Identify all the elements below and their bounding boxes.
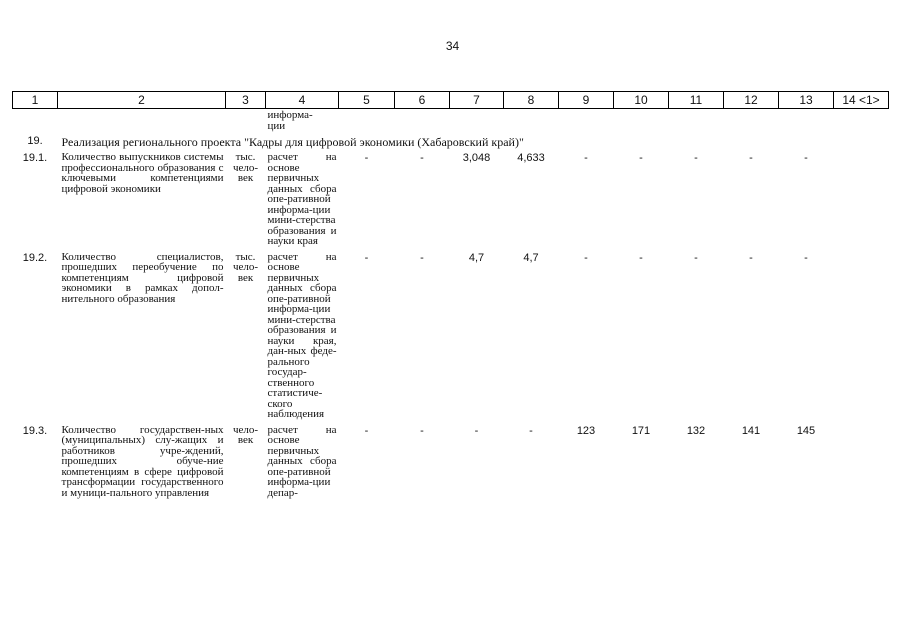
value-col-9: - bbox=[584, 251, 588, 264]
page-number: 34 bbox=[445, 39, 460, 53]
value-col-7: 4,7 bbox=[468, 251, 485, 264]
value-col-5: - bbox=[364, 152, 369, 164]
value-col-11: 132 bbox=[686, 424, 706, 437]
section-number: 19. bbox=[27, 135, 43, 147]
column-header-3: 3 bbox=[226, 92, 266, 109]
column-header-9: 9 bbox=[559, 92, 614, 109]
value-col-14 bbox=[834, 247, 889, 420]
units-of-measure: тыс. чело- век bbox=[232, 151, 259, 184]
calculation-method: расчет на основе первичных данных сбора опе-ративной информа-ции мини-стерства образования и науки края bbox=[267, 151, 337, 247]
column-header-14: 14 <1> bbox=[834, 92, 889, 109]
indicator-name: Количество специалистов, прошедших переобучение по компетенциям цифровой экономики в рамках допол-нительного образования bbox=[61, 250, 224, 305]
value-col-8: 4,7 bbox=[523, 251, 539, 264]
column-header-7: 7 bbox=[450, 92, 504, 109]
continuation-text: информа- ции bbox=[267, 109, 313, 132]
value-col-8: 4,633 bbox=[517, 152, 545, 164]
value-col-6: - bbox=[420, 424, 424, 437]
column-header-4: 4 bbox=[266, 92, 339, 109]
table-row bbox=[13, 149, 889, 247]
value-col-13: 145 bbox=[796, 424, 816, 437]
row-index: 19.1. bbox=[22, 152, 48, 164]
value-col-12: - bbox=[749, 152, 753, 164]
column-header-2: 2 bbox=[58, 92, 226, 109]
value-col-11: - bbox=[694, 152, 698, 164]
column-header-10: 10 bbox=[614, 92, 669, 109]
calculation-method: расчет на основе первичных данных сбора опе-ративной информа-ции депар- bbox=[267, 423, 337, 499]
value-col-5: - bbox=[364, 424, 369, 437]
table-row bbox=[13, 420, 889, 499]
indicators-table bbox=[12, 91, 889, 498]
continuation-row bbox=[13, 109, 889, 132]
units-of-measure: тыс. чело- век bbox=[232, 250, 259, 284]
value-col-9: 123 bbox=[576, 424, 596, 437]
row-index: 19.3. bbox=[22, 424, 48, 437]
column-header-13: 13 bbox=[779, 92, 834, 109]
value-col-7: 3,048 bbox=[462, 152, 491, 164]
value-col-10: 171 bbox=[631, 424, 651, 437]
value-col-11: - bbox=[694, 251, 698, 264]
value-col-13: - bbox=[804, 152, 808, 164]
indicator-name: Количество государствен-ных (муниципальных) слу-жащих и работников учре-ждений, прошедших обуче-ние компетенциям в сфере цифровой трансформации государственного и муници-пального управления bbox=[61, 423, 224, 499]
value-col-8: - bbox=[529, 424, 533, 437]
section-row bbox=[13, 131, 889, 149]
column-number-header bbox=[13, 92, 889, 109]
value-col-12: - bbox=[749, 251, 753, 264]
column-header-12: 12 bbox=[724, 92, 779, 109]
section-title: Реализация регионального проекта "Кадры для цифровой экономики (Хабаровский край)" bbox=[61, 135, 524, 149]
value-col-14 bbox=[834, 149, 889, 247]
value-col-6: - bbox=[420, 251, 424, 264]
value-col-10: - bbox=[639, 152, 643, 164]
column-header-1: 1 bbox=[13, 92, 58, 109]
column-header-8: 8 bbox=[504, 92, 559, 109]
row-index: 19.2. bbox=[22, 251, 48, 264]
value-col-12: 141 bbox=[741, 424, 761, 437]
value-col-6: - bbox=[420, 152, 424, 164]
units-of-measure: чело- век bbox=[232, 423, 259, 446]
value-col-10: - bbox=[639, 251, 643, 264]
calculation-method: расчет на основе первичных данных сбора опе-ративной информа-ции мини-стерства образования и науки края, дан-ных феде-рального государ-ственного статистиче-ского наблюдения bbox=[267, 250, 337, 420]
column-header-5: 5 bbox=[339, 92, 395, 109]
table-row bbox=[13, 247, 889, 420]
indicator-name: Количество выпускников системы профессионального образования с ключевыми компетенциями цифровой экономики bbox=[61, 151, 224, 195]
column-header-11: 11 bbox=[669, 92, 724, 109]
value-col-13: - bbox=[804, 251, 808, 264]
value-col-14 bbox=[834, 420, 889, 499]
value-col-5: - bbox=[364, 251, 369, 264]
column-header-6: 6 bbox=[395, 92, 450, 109]
value-col-9: - bbox=[584, 152, 588, 164]
value-col-7: - bbox=[474, 424, 479, 437]
